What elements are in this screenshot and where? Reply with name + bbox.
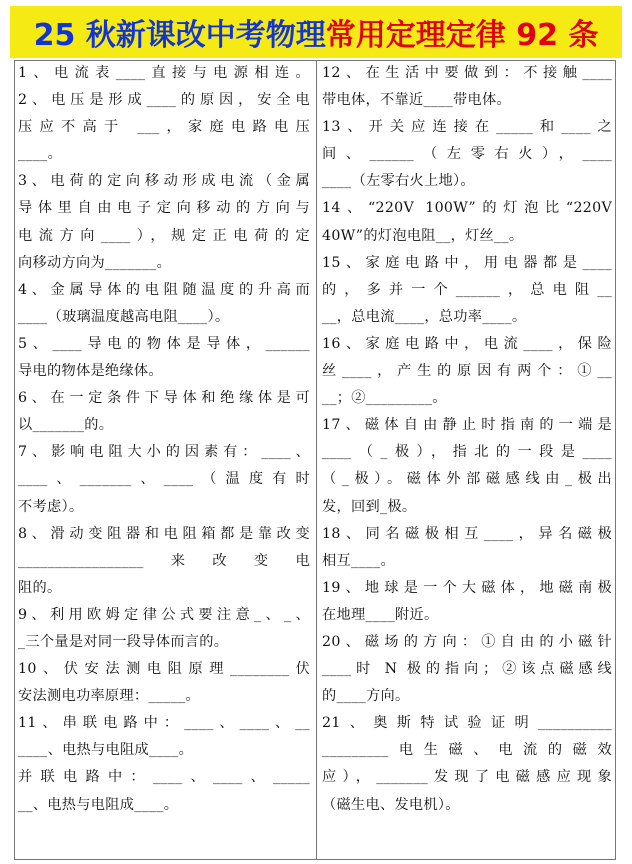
text-line: 16、家庭电路中，电流____，保险 xyxy=(322,335,612,352)
title-part-red: 常用定理定律 92 条 xyxy=(325,18,599,53)
title-part-blue: 25 秋新课改中考物理 xyxy=(33,18,326,53)
text-line: 5、____导电的物体是导体，______ xyxy=(18,335,310,352)
text-line: 发，回到_极。 xyxy=(322,498,417,515)
text-line: 电流方向____），规定正电荷的定 xyxy=(18,227,310,244)
text-line: 阻的。 xyxy=(18,579,62,596)
text-line: 8、滑动变阻器和电阻箱都是靠改变 xyxy=(18,525,310,542)
text-line: _________________来改变电 xyxy=(18,552,310,569)
text-line: ____（玻璃温度越高电阻____）。 xyxy=(18,308,230,325)
text-line: _________电生磁、电流的磁效 xyxy=(322,742,612,759)
text-line: 1、电流表____直接与电源相连。 xyxy=(18,65,310,81)
text-line: 向移动方向为_______。 xyxy=(18,254,172,271)
text-line: 相互____。 xyxy=(322,552,396,569)
text-line: __，总电流____，总功率____。 xyxy=(322,308,527,325)
text-line: 2、电压是形成____的原因，安全电 xyxy=(18,92,310,109)
text-line: 7、影响电阻大小的因素有：____、 xyxy=(18,444,310,461)
text-line: _三个量是对同一段导体而言的。 xyxy=(18,633,229,650)
text-line: 4、金属导体的电阻随温度的升高而 xyxy=(18,281,310,298)
text-line: ____（_极），指北的一段是____ xyxy=(322,444,612,461)
text-line: 的____方向。 xyxy=(322,688,410,705)
text-line: 40W”的灯泡电阻__，灯丝__。 xyxy=(322,227,524,244)
right-column xyxy=(322,60,612,819)
text-line: ____。 xyxy=(18,146,63,163)
text-line: 导电的物体是绝缘体。 xyxy=(18,363,163,380)
text-line: 6、在一定条件下导体和绝缘体是可 xyxy=(18,390,310,407)
text-line: （_极）。磁体外部磁感线由_极出 xyxy=(322,471,612,488)
text-line: 并联电路中：____、____、_____ xyxy=(18,769,310,786)
text-line: ____、电热与电阻成____。 xyxy=(18,742,194,759)
text-line: ____（左零右火上地）。 xyxy=(322,173,475,190)
text-line: 安法测电功率原理：_____。 xyxy=(18,688,200,705)
text-line: 带电体，不靠近____带电体。 xyxy=(322,92,511,109)
text-line: 以_______的。 xyxy=(18,417,114,434)
left-column xyxy=(18,60,310,819)
text-line: 在地理____附近。 xyxy=(322,606,439,623)
text-line: 12、在生活中要做到：不接触____ xyxy=(322,65,612,81)
text-line: 10、伏安法测电阻原理________伏 xyxy=(18,661,310,678)
text-line: __、电热与电阻成____。 xyxy=(18,796,179,813)
text-line: 3、电荷的定向移动形成电流（金属 xyxy=(18,173,310,190)
text-line: 导体里自由电子定向移动的方向与 xyxy=(18,200,310,217)
text-line: （磁生电、发电机）。 xyxy=(322,796,460,813)
text-line: 应），_______发现了电磁感应现象 xyxy=(322,769,612,786)
text-line: 丝____，产生的原因有两个：①__ xyxy=(322,363,612,380)
text-line: 14、“220V 100W”的灯泡比“220V xyxy=(322,200,612,217)
text-line: 11、串联电路中：____、____、__ xyxy=(18,715,310,732)
text-line: 19、地球是一个大磁体，地磁南极 xyxy=(322,579,612,596)
text-line: ____、_______、____（温度有时 xyxy=(18,471,310,488)
text-line: 17、磁体自由静止时指南的一端是 xyxy=(322,417,612,434)
text-line: __；②_________。 xyxy=(322,390,447,407)
column-divider xyxy=(316,60,317,860)
text-line: 的，多并一个______，总电阻__ xyxy=(322,281,612,298)
text-line: 13、开关应连接在_____和____之 xyxy=(322,119,612,136)
text-line: 18、同名磁极相互____，异名磁极 xyxy=(322,525,612,542)
text-line: 21、奥斯特试验证明__________ xyxy=(322,715,612,732)
title-banner xyxy=(10,6,622,58)
text-line: 不考虑）。 xyxy=(18,498,84,515)
text-line: 15、家庭电路中，用电器都是____ xyxy=(322,254,612,271)
text-line: 9、利用欧姆定律公式要注意_、_、 xyxy=(18,606,310,623)
text-line: 间、______（左零右火），____ xyxy=(322,146,612,163)
text-line: 20、磁场的方向：①自由的小磁针 xyxy=(322,633,612,650)
text-line: 压应不高于 ___，家庭电路电压 xyxy=(18,119,310,136)
text-line: ____时 N 极的指向；②该点磁感线 xyxy=(322,661,612,678)
